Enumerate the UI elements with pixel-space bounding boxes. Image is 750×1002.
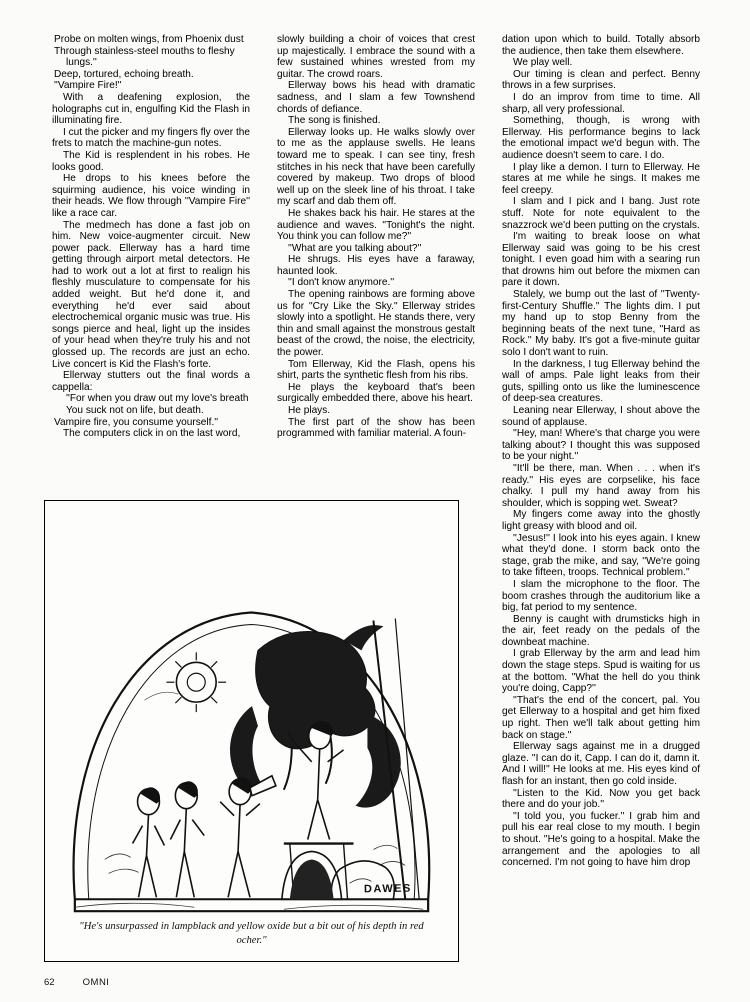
- text-column-1: [52, 34, 250, 474]
- paragraph: ''I told you, you fucker.'' I grab him and pull his ear real close to my mouth. I begin to shout. ''He's going to a hospital. Make the arrangement and the apologies to all concerned. I'm not going to have him drop: [502, 810, 700, 869]
- paragraph: ''Listen to the Kid. Now you get back there and do your job.'': [502, 787, 700, 811]
- paragraph: Ellerway sags against me in a drugged glaze. ''I can do it, Capp. I can do it, damn it. And I will!'' He looks at me. His eyes kind of flash for an instant, then go cold inside.: [502, 741, 700, 787]
- paragraph: Through stainless-steel mouths to fleshy: [54, 45, 235, 57]
- paragraph: ''Hey, man! Where's that charge you were talking about? I thought this was supposed to be your night.'': [502, 428, 700, 463]
- paragraph: ''Vampire Fire!'': [54, 80, 122, 92]
- paragraph: I'm waiting to break loose on what Ellerway said was going to be his crest tonight. I even goad him with a searing run that drowns him out before the mixmen can pare it down.: [502, 231, 700, 289]
- page-footer: [44, 977, 444, 988]
- paragraph: The medmech has done a fast job on him. New voice-augmenter circuit. New power pack. Ellerway has a hard time getting through airport metal detectors. He had to work out a lot at first to realign his fleshly musculature to compensate for his added weight. But he'd done it, and everything he'd ever said about electrochemical organic music was true. His songs pierce and heal, light up the insides of your head when they're truly his and not glossed up. The records are just an echo. Live concert is Kid the Flash's forte.: [52, 219, 250, 370]
- paragraph: Tom Ellerway, Kid the Flash, opens his shirt, parts the synthetic flesh from his ribs.: [277, 358, 475, 382]
- paragraph: Leaning near Ellerway, I shout above the sound of applause.: [502, 405, 700, 428]
- page-number: 62: [44, 977, 55, 988]
- paragraph: ''For when you draw out my love's breath: [66, 393, 249, 405]
- illustration-frame: [44, 500, 459, 962]
- paragraph: I slam and I pick and I bang. Just rote stuff. Note for note equivalent to the snazzrock we'd been putting on the crystals.: [502, 196, 700, 231]
- paragraph: Ellerway looks up. He walks slowly over to me as the applause swells. He leans toward me to speak. I can see tiny, fresh stitches in his neck that have been carefully covered by makeup. Two drops of blood well up on the sleek line of his throat. I take my scarf and dab them off.: [277, 126, 475, 208]
- paragraph: Ellerway stutters out the final words a cappella:: [52, 370, 250, 393]
- paragraph: The opening rainbows are forming above us for ''Cry Like the Sky.'' Ellerway strides slowly into a spotlight. He stands there, very thin and small against the monstrous gestalt beast of the crowd, the noise, the electricity, the power.: [277, 289, 475, 359]
- text-column-2: [277, 34, 475, 440]
- paragraph: My fingers come away into the ghostly light greasy with blood and oil.: [502, 509, 700, 532]
- paragraph: With a deafening explosion, the holographs cut in, engulfing Kid the Flash in illuminating fire.: [52, 91, 250, 127]
- illustration-caption: "He's unsurpassed in lampblack and yellow oxide but a bit out of his depth in red ocher.": [79, 921, 424, 946]
- paragraph: slowly building a choir of voices that crest up majestically. I embrace the sound with a few sustained whines wrested from my guitar. The crowd roars.: [277, 34, 475, 80]
- paragraph: I grab Ellerway by the arm and lead him down the stage steps. Spud is waiting for us at the bottom. ''What the hell do you think you're doing, Capp?'': [502, 648, 700, 695]
- paragraph: ''That's the end of the concert, pal. You get Ellerway to a hospital and get him fixed up right. Then we'll talk about getting him back on stage.'': [502, 694, 700, 741]
- paragraph: dation upon which to build. Totally absorb the audience, then take them elsewhere.: [502, 34, 700, 57]
- paragraph: The Kid is resplendent in his robes. He looks good.: [52, 149, 250, 173]
- paragraph: You suck not on life, but death.: [66, 405, 204, 416]
- paragraph: Something, though, is wrong with Ellerway. His performance begins to lack the emotional impact we'd begun with. The audience doesn't seem to care. I do.: [502, 115, 700, 161]
- paragraph: I cut the picker and my fingers fly over the frets to match the machine-gun notes.: [52, 126, 250, 150]
- paragraph: The computers click in on the last word,: [63, 428, 241, 440]
- paragraph: Benny is caught with drumsticks high in the air, feet ready on the pedals of the downbeat machine.: [502, 613, 700, 648]
- paragraph: Our timing is clean and perfect. Benny throws in a few surprises.: [502, 68, 700, 92]
- magazine-name: OMNI: [82, 977, 110, 988]
- paragraph: The song is finished.: [288, 115, 381, 127]
- paragraph: He plays the keyboard that's been surgically embedded there, above his heart.: [277, 381, 475, 405]
- paragraph: Probe on molten wings, from Phoenix dust: [54, 34, 244, 45]
- paragraph: lungs.'': [66, 57, 97, 69]
- paragraph: Vampire fire, you consume yourself.'': [54, 416, 219, 428]
- paragraph: He shrugs. His eyes have a faraway, haunted look.: [277, 254, 475, 277]
- paragraph: The first part of the show has been programmed with familiar material. A foun-: [277, 416, 475, 440]
- paragraph: ''It'll be there, man. When . . . when it's ready.'' His eyes are corpselike, his face chalky. I pull my hand away from his shoulder, which is sopping wet. Sweat?: [502, 462, 700, 509]
- text-column-3: [502, 34, 700, 869]
- paragraph: He plays.: [288, 405, 331, 416]
- paragraph: Deep, tortured, echoing breath.: [54, 68, 194, 80]
- paragraph: ''What are you talking about?'': [288, 242, 422, 254]
- paragraph: I play like a demon. I turn to Ellerway. He stares at me while he sings. It makes me feel creepy.: [502, 161, 700, 196]
- paragraph: In the darkness, I tug Ellerway behind the wall of amps. Pale light leaks from their guts, spilling onto us like the luminescence of deep-sea creatures.: [502, 358, 700, 405]
- paragraph: He shakes back his hair. He stares at the audience and waves. ''Tonight's the night. You think you can follow me?'': [277, 207, 475, 243]
- paragraph: ''I don't know anymore.'': [288, 277, 395, 289]
- paragraph: Stalely, we bump out the last of ''Twenty-first-Century Shuffle.'' The lights dim. I put my hand up to stop Benny from the beginning beats of the next tune, ''Hard as Rock.'' My baby. It's got a five-minute guitar solo I don't want to ruin.: [502, 289, 700, 359]
- paragraph: I slam the microphone to the floor. The boom crashes through the auditorium like a big, fat period to my sentence.: [502, 578, 700, 614]
- artist-signature: DAWES: [364, 882, 413, 896]
- paragraph: We play well.: [513, 57, 573, 69]
- paragraph: ''Jesus!'' I look into his eyes again. I knew what they'd done. I storm back onto the stage, grab the mike, and say, ''We're going to take fifteen, troops. Technical problem.'': [502, 532, 700, 579]
- paragraph: Ellerway bows his head with dramatic sadness, and I slam a few Townshend chords of defiance.: [277, 80, 475, 115]
- paragraph: He drops to his knees before the squirming audience, his voice winding in their heads. We flow through ''Vampire Fire'' like a race car.: [52, 173, 250, 219]
- paragraph: I do an improv from time to time. All sharp, all very professional.: [502, 91, 700, 115]
